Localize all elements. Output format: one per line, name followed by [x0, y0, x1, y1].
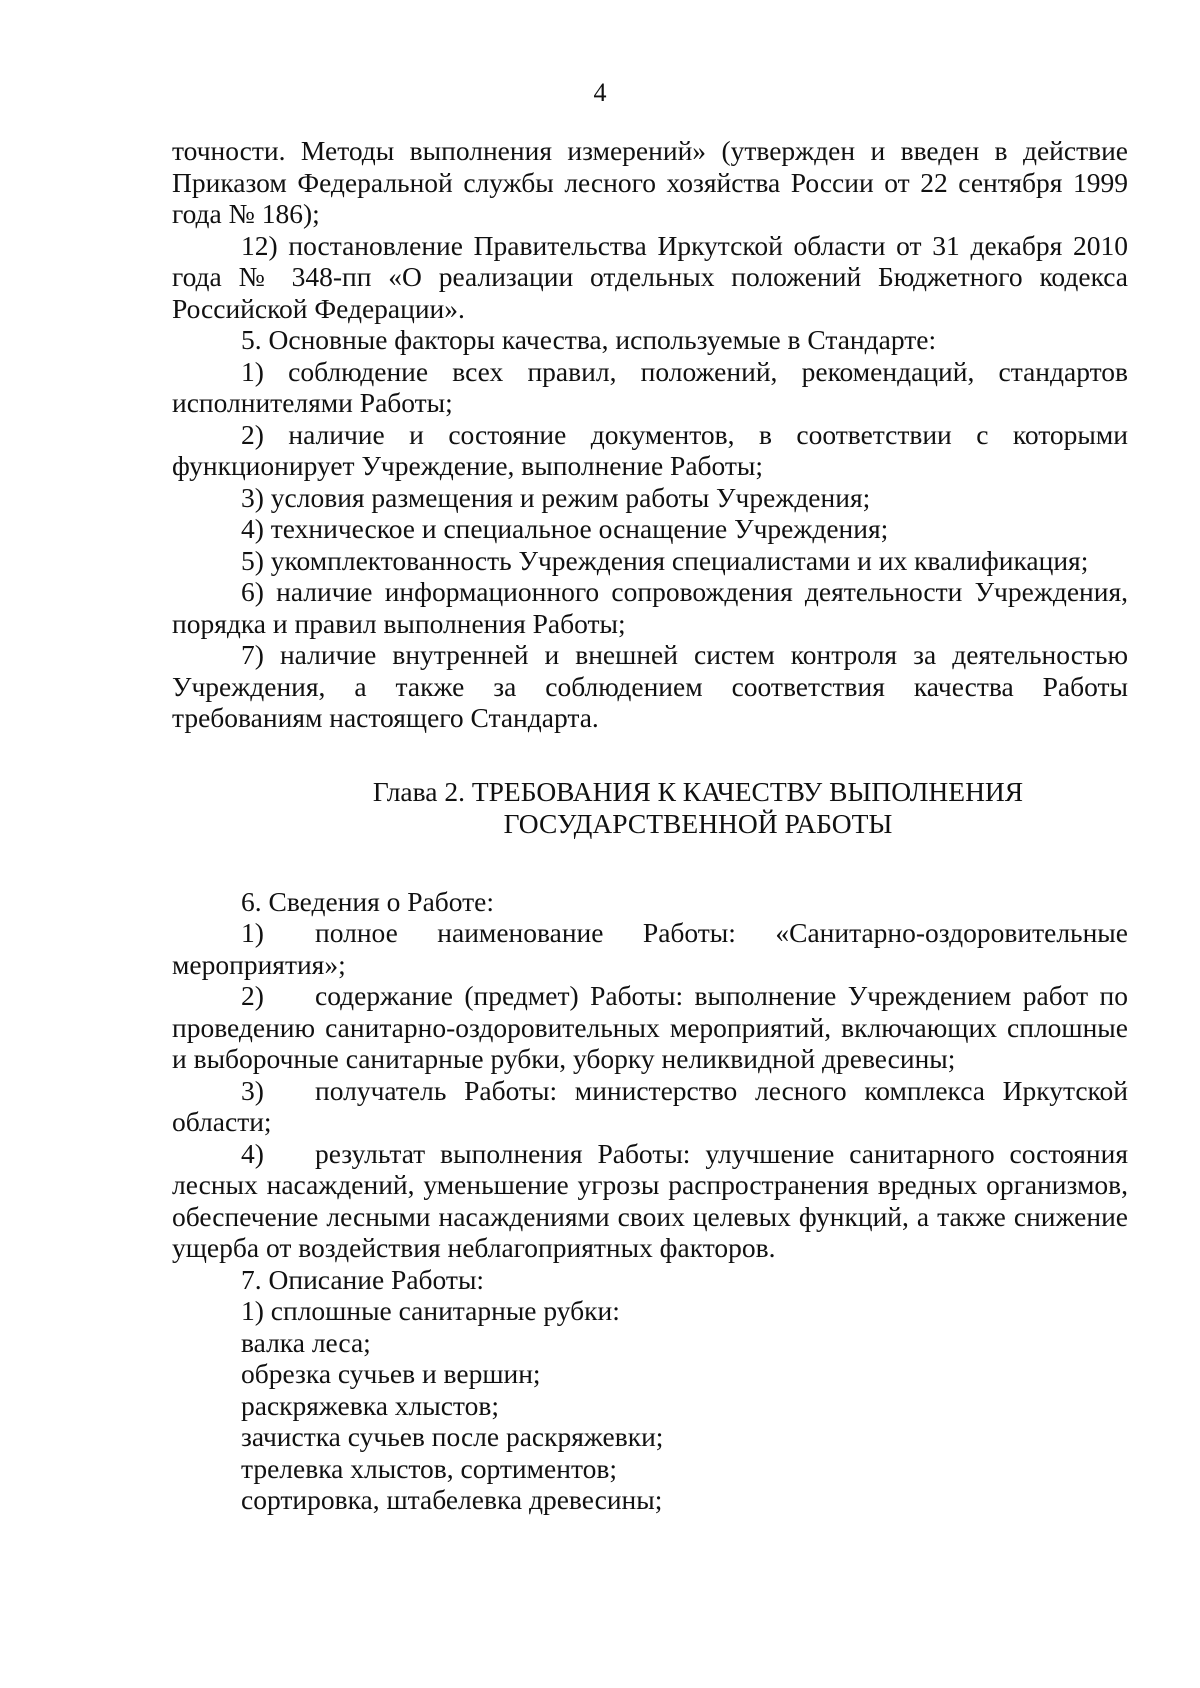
section-6-item-text: получатель Работы: министерство лесного комплекса Иркутской области; [172, 1074, 1128, 1137]
section-5-item: 6) наличие информационного сопровождения деятельности Учреждения, порядка и правил выполнения Работы; [172, 576, 1128, 639]
section-6-item-marker: 1) [241, 917, 264, 948]
section-5-item: 3) условия размещения и режим работы Учреждения; [241, 481, 871, 513]
section-5-item: 1) соблюдение всех правил, положений, рекомендаций, стандартов исполнителями Работы; [172, 355, 1128, 418]
section-5-title: 5. Основные факторы качества, используемые в Стандарте: [241, 324, 937, 355]
chapter-2-heading-line-1: Глава 2. ТРЕБОВАНИЯ К КАЧЕСТВУ ВЫПОЛНЕНИЯ [372, 775, 1024, 807]
page-number: 4 [593, 78, 607, 107]
intro-line-3: года № 186); [172, 198, 320, 229]
section-5-item: 5) укомплектованность Учреждения специалистами и их квалификация; [241, 544, 1089, 576]
section-7-list-item: зачистка сучьев после раскряжевки; [241, 1421, 664, 1452]
section-5-item: 2) наличие и состояние документов, в соответствии с которыми функционирует Учреждение, выполнение Работы; [172, 418, 1128, 481]
section-6-item [172, 1138, 1128, 1264]
item-12-paragraph: 12) постановление Правительства Иркутской области от 31 декабря 2010 года № 348-пп «О реализации отдельных положений Бюджетного кодекса Российской Федерации». [172, 229, 1128, 324]
intro-line-1: точности. Методы выполнения измерений» (утвержден и введен в действие [172, 135, 1128, 166]
section-7-subtitle: 1) сплошные санитарные рубки: [241, 1295, 620, 1326]
section-7-list-item: раскряжевка хлыстов; [241, 1389, 499, 1421]
section-5-item: 4) техническое и специальное оснащение Учреждения; [241, 513, 889, 544]
section-7-list-item: обрезка сучьев и вершин; [241, 1358, 541, 1389]
section-6-item-marker: 3) [241, 1074, 264, 1106]
section-7-list-item: валка леса; [241, 1326, 371, 1358]
section-6-item [172, 917, 1128, 980]
section-6-item-marker: 4) [241, 1137, 264, 1169]
intro-line-2: Приказом Федеральной службы лесного хозяйства России от 22 сентября 1999 [172, 166, 1128, 198]
section-6-item-text: содержание (предмет) Работы: выполнение Учреждением работ по проведению санитарно-оздоровительных мероприятий, включающих сплошные и выборочные санитарные рубки, уборку неликвидной древесины; [172, 980, 1128, 1074]
chapter-2-heading [172, 776, 1128, 840]
section-6-item-marker: 2) [241, 980, 264, 1011]
section-6-item-text: результат выполнения Работы: улучшение санитарного состояния лесных насаждений, уменьшение угрозы распространения вредных организмов, обеспечение лесными насаждениями своих целевых функций, а также снижение ущерба от воздействия неблагоприятных факторов. [172, 1137, 1128, 1263]
section-7-list-item: трелевка хлыстов, сортиментов; [241, 1452, 617, 1484]
chapter-2-heading-line-2: ГОСУДАРСТВЕННОЙ РАБОТЫ [503, 807, 893, 839]
section-6-title: 6. Сведения о Работе: [241, 885, 495, 917]
section-6-item [172, 980, 1128, 1075]
section-5-item: 7) наличие внутренней и внешней систем контроля за деятельностью Учреждения, а также за соблюдением соответствия качества Работы требованиям настоящего Стандарта. [172, 639, 1128, 733]
section-6-item-text: полное наименование Работы: «Санитарно-оздоровительные мероприятия»; [172, 917, 1128, 980]
section-7-title: 7. Описание Работы: [241, 1263, 485, 1295]
document-body [172, 135, 1128, 1516]
section-7-list-item: сортировка, штабелевка древесины; [241, 1484, 663, 1515]
section-6-item [172, 1075, 1128, 1138]
